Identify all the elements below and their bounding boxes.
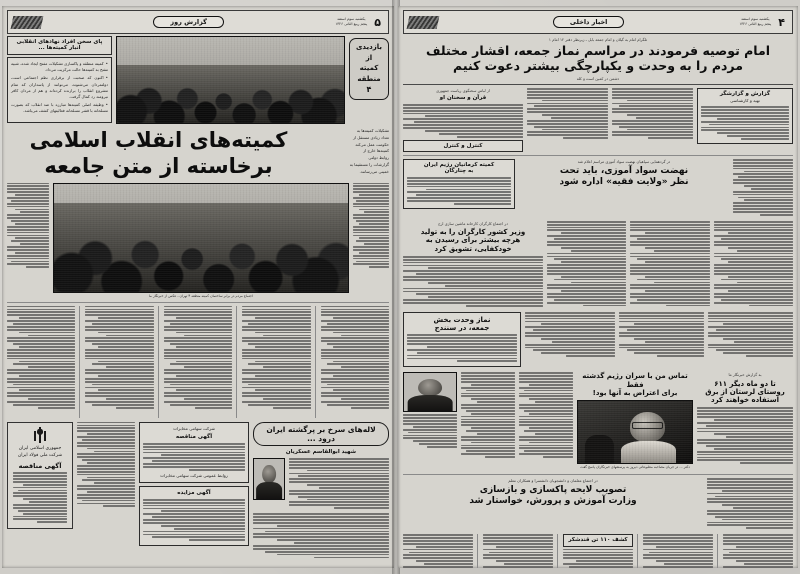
left-page-number: ۵ [374, 15, 381, 29]
tender-2-title: آگهی مزایده [177, 490, 211, 497]
telegram-box [403, 159, 515, 209]
lead-story [398, 36, 798, 81]
visit-tab-line-2: از [365, 53, 373, 62]
bottom-ad-text-lines [563, 549, 633, 568]
steel-ad-text [13, 472, 67, 523]
protest-band-col-a [519, 372, 573, 459]
president-statement-block [403, 88, 523, 152]
lead-headline-line-1: امام توصیه فرمودند در مراسم نماز جمعه، اقشار مختلف [425, 43, 770, 59]
left-masthead-dateblock [335, 16, 384, 29]
march-photo-block [116, 36, 345, 124]
martyr-text [289, 458, 389, 510]
telegram-line-1: کمیته کرمانیان رژیم ایران [423, 162, 495, 168]
side-line-1: تعداد زیادی مستقل از [352, 134, 389, 140]
lead-bullet-box [7, 36, 112, 123]
steel-tender-ad [7, 422, 73, 530]
iran-emblem-icon [32, 427, 48, 443]
right-band-col-b [527, 88, 608, 140]
electricity-text [697, 407, 793, 464]
visit-tab-number: ۴ [366, 85, 372, 94]
crowd-photo-block [53, 183, 349, 299]
friday-band-col-a [708, 312, 793, 358]
crowd-gathering-photo [53, 183, 349, 293]
newspaper-logo-icon-right [407, 16, 440, 29]
left-body-col-3 [164, 306, 237, 418]
friday-band [398, 308, 798, 367]
friday-band-col-b [619, 312, 704, 358]
protest-headline-line-1: تماس من با سران رژیم گذشته فقط [582, 372, 688, 389]
right-page-number: ۴ [778, 15, 785, 29]
right-date-line-2: پنجم ربیع الثانی ۱۳۲۶ [739, 22, 772, 26]
main-headline [7, 128, 310, 179]
right-bottom-col-1 [723, 534, 793, 568]
steel-ad-block [7, 422, 73, 530]
protest-band-col-b [461, 372, 515, 459]
friday-headline-line-1: نماز وحدت بخش [433, 315, 491, 324]
martyr-portrait [253, 458, 285, 500]
lead-bullet-1: • اکنون که صحبت از برقراری نظم اجتماعی است، دولتمردان می‌شنوند، می‌توانند از پاسداران که تمام مشروع انقلاب را برازنده کرده‌اند و هم از مردان کافر نیرومند رد کمال گرفت. [11, 75, 108, 100]
education-line-1: تصویب لایحه پاکسازی و بازسازی [479, 485, 627, 496]
right-masthead-dateblock [739, 16, 788, 29]
telegram-box-block [403, 159, 515, 209]
steel-ad-org-1: جمهوری اسلامی ایران [18, 445, 62, 451]
literacy-story [519, 159, 729, 188]
side-line-6: خمینی می‌رسانند. [359, 168, 389, 174]
bottom-ad-text: کشف ۱۱۰ تن قندشکر [568, 537, 628, 544]
tender-1-header: شرکت سهامی مخابرات [173, 425, 215, 431]
literacy-kicker: در گردهمایی سپاهیان نهضت سواد آموزی مراسم اعلام شد [577, 159, 671, 164]
friday-prayer-block [403, 312, 521, 367]
martyr-ribbon: لاله‌های سرخ بر پرگشته ایران درود ... [253, 422, 389, 446]
side-line-4: روابط دولتی [368, 155, 389, 161]
president-headline: قرآن و سخنان او [439, 95, 487, 102]
left-masthead [7, 10, 389, 34]
labor-headline-line-3: خودکفایی، تشویق کرد [434, 244, 512, 253]
left-body-columns [2, 306, 394, 418]
official-press-conference-photo [577, 400, 693, 464]
visit-tab-line-3: کمیته [359, 64, 379, 72]
electricity-line-1: تا دو ماه دیگر ۶۱۱ [714, 379, 776, 388]
crowd-photo-zone [2, 179, 394, 299]
bottom-ad-box [563, 534, 633, 546]
right-masthead [403, 10, 793, 34]
right-band-left [697, 88, 793, 144]
tender-ads-column [139, 422, 249, 547]
right-secondary-band [398, 88, 798, 152]
main-headline-line-2: برخاسته از متن جامعه [44, 153, 273, 178]
labor-band-col-a [714, 221, 793, 308]
right-martyr-block [403, 372, 457, 449]
right-bottom-col-4 [483, 534, 558, 568]
lead-bullets-box [7, 57, 112, 123]
president-text [403, 104, 523, 138]
protest-headline-line-2: برای اعتراض به آنها بود! [592, 388, 678, 397]
left-bottom-zone [2, 418, 394, 560]
right-date-line-1: یکشنبه سوم اسفند [741, 16, 770, 21]
main-headline-zone [2, 124, 394, 179]
martyr-row [253, 458, 389, 510]
left-body-col-2 [242, 306, 315, 418]
lead-bullet-0: • کمیته منطقه و پاکسازی تشکیلات مفتح ایجاد شده، شبیه مفتح به کمیته‌ها حالت مرکزیت می‌داد. [11, 61, 108, 73]
body-col-right-of-photo [7, 183, 49, 270]
protest-photo-caption: دکتر ... در جریان مصاحبه مطبوعاتی دیروز به پرسشهای خبرنگاران پاسخ گفت [580, 465, 690, 470]
lead-subline: دشمن در کمین است و کله [576, 75, 620, 81]
friday-text [407, 334, 517, 362]
lead-title-line-1: پای سخن افراد نهادهای انقلابی [16, 39, 103, 45]
labor-band-col-b [630, 221, 709, 308]
tender-1-text [143, 443, 245, 471]
left-section-label: گزارش روز [153, 16, 224, 28]
electricity-story [697, 372, 793, 465]
newspaper-logo-icon [11, 16, 44, 29]
left-top-zone [2, 36, 394, 124]
labor-headline-line-1: وزیر کشور کارگران را به تولید [420, 228, 526, 237]
telegram-text [407, 177, 511, 205]
friday-band-col-c [525, 312, 615, 358]
right-bottom-col-2 [643, 534, 718, 568]
education-band [398, 478, 798, 530]
protest-band [398, 367, 798, 470]
tender-1-footer: روابط عمومی شرکت سهامی مخابرات [160, 472, 228, 478]
telegram-line-2: به چنارگان [444, 168, 474, 175]
right-page [398, 6, 798, 568]
labor-headline-line-2: هرچه بیشتر برای رسیدن به [425, 236, 521, 245]
left-date-line-1: یکشنبه سوم اسفند [337, 16, 366, 21]
headline-side-column [314, 128, 389, 176]
right-bottom-columns [398, 530, 798, 568]
literacy-band [398, 159, 798, 217]
lead-bullet-2: • وظیفه اصلی کمیته‌ها مبارزه با ضد انقلاب که بصورت مسلحانه با قشر مسلحانه فعالیتهای کشف می‌باشد. [11, 102, 108, 114]
literacy-headline-line-1: نهضت سواد آموزی، باید تحت [559, 166, 689, 177]
literacy-headline-line-2: نظر «ولایت فقیه» اداره شود [559, 176, 689, 187]
friday-prayer-box [403, 312, 521, 367]
president-kicker: از لباس سخنگوی ریاست جمهوری [436, 88, 490, 94]
small-box-text [701, 106, 789, 140]
left-body-col-4 [85, 306, 158, 418]
labor-kicker: در اجتماع کارگران کارخانه ماشین سازی ارج [438, 220, 508, 226]
left-bottom-col-a [77, 422, 135, 509]
electricity-line-2: روستای لرستان از برق [705, 387, 785, 396]
labor-story [403, 221, 543, 308]
left-body-col-5 [7, 306, 80, 418]
headline-side-text [314, 128, 389, 176]
side-line-5: گزارشات را مستقیما به [349, 161, 389, 167]
side-line-0: تشکیلات کمیته‌ها به [356, 128, 389, 133]
small-box-title: گزارش و گزارشگر [719, 91, 771, 98]
left-body-col-1 [321, 306, 389, 418]
side-line-3: کمیته‌ها خارج از [363, 148, 389, 154]
district-visit-tab [349, 38, 389, 100]
labor-band-col-c [547, 221, 626, 308]
education-kicker: در اجتماع معلمان و دانشجویان دانشسرا و همکاران معلم [508, 478, 598, 484]
steel-ad-org-2: شرکت ملی فولاد ایران [17, 453, 63, 459]
martyr-text-2 [253, 513, 389, 558]
right-martyr-text [403, 414, 457, 448]
protest-story [577, 372, 693, 470]
steel-ad-title: آگهی مناقصه [18, 462, 62, 471]
visit-tab-line-4: منطقه [357, 74, 381, 83]
small-box-line-0: تهیه و کارشناسی [730, 97, 760, 103]
lead-headline-line-2: مردم را به وحدت و یکپارچگی بیشتر دعوت کنیم [453, 58, 743, 74]
education-story [403, 478, 703, 507]
education-band-col-a [707, 478, 793, 530]
side-line-2: حکومت عمل می‌کند [355, 141, 389, 147]
crowd-photo-caption: اجتماع مردم در برابر ساختمان کمیته منطقه ۴ تهران ـ عکس از خبرنگار ما [149, 293, 253, 298]
left-date-line-2: پنجم ربیع الثانی ۱۳۲۶ [335, 22, 368, 26]
right-bottom-col-5 [403, 534, 478, 568]
lead-kicker: تلگرام امام به گیلان و امام جمعه بابل ـ زیرنظر دفتر ۱۲ امام ۱ [548, 37, 648, 42]
lead-bullets [11, 61, 108, 115]
lead-title-line-2: انبار کمیته‌ها ... [38, 45, 81, 52]
left-page [2, 6, 394, 568]
friday-headline-line-2: جمعه، در سنندج [434, 324, 490, 333]
right-bottom-ad-col [563, 534, 638, 568]
tender-ad-2 [139, 486, 249, 546]
electricity-line-3: استفاده خواهند کرد [710, 396, 779, 405]
tender-1-title: آگهی مناقصه [175, 434, 213, 441]
ad-kicker-box [403, 140, 523, 152]
martyr-name: شهید ابوالقاسم عسکریان [285, 448, 357, 455]
electricity-kicker: به گزارش خبرنگار ما [728, 372, 762, 378]
labor-text [403, 256, 543, 307]
right-section-label: اخبار داخلی [553, 16, 625, 28]
march-photo [116, 36, 345, 124]
visit-tab-line-1: بازدیدی [356, 43, 382, 51]
martyr-portrait-right [403, 372, 457, 412]
tender-ad-1 [139, 422, 249, 484]
lead-box-title [7, 36, 112, 55]
main-headline-line-1: کمیته‌های انقلاب اسلامی [29, 128, 288, 152]
education-line-2: وزارت آموزش و پرورش، خواستار شد [469, 496, 637, 507]
literacy-band-far-left [733, 159, 793, 217]
tender-2-text [143, 499, 245, 541]
right-band-col-a [612, 88, 693, 140]
body-col-far-left [353, 183, 389, 270]
labor-band [398, 217, 798, 308]
ad-kicker-text: کنترل و کنترل [443, 142, 483, 149]
martyr-block [253, 422, 389, 560]
small-report-box [697, 88, 793, 144]
